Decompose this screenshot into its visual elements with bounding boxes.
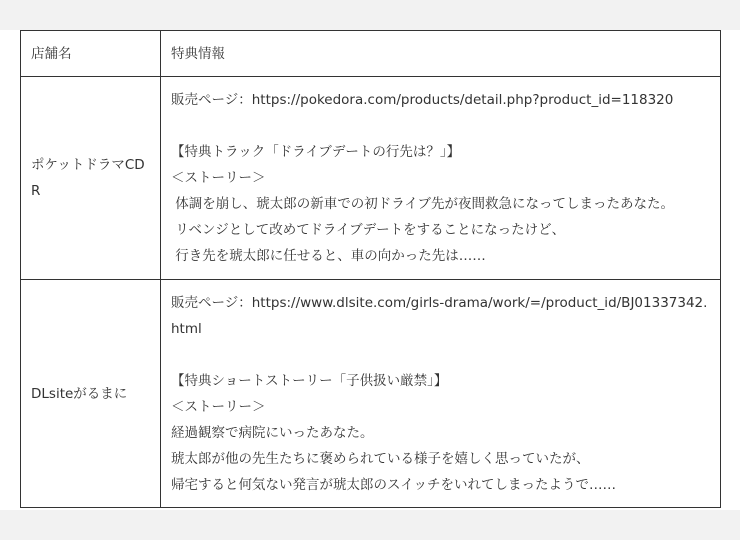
story-line: 琥太郎が他の先生たちに褒められている様子を嬉しく思っていたが、 (171, 450, 590, 467)
sales-page-url[interactable]: 販売ページ：https://pokedora.com/products/detail.php?product_id=118320 (171, 92, 674, 108)
table-header-row (21, 31, 721, 77)
story-line: 行き先を琥太郎に任せると、車の向かった先は…… (171, 248, 486, 264)
store-name-cell: ポケットドラマCDR (21, 77, 161, 280)
bonus-info-cell (161, 280, 721, 508)
story-label: ＜ストーリー＞ (171, 398, 266, 415)
table-row (21, 280, 721, 508)
story-line: 経過観察で病院にいったあなた。 (171, 424, 374, 441)
document-page (0, 30, 740, 510)
bonus-info-cell (161, 77, 721, 280)
story-line: 体調を崩し、琥太郎の新車での初ドライブ先が夜間救急になってしまったあなた。 (171, 196, 674, 212)
sales-page-url[interactable]: 販売ページ：https://www.dlsite.com/girls-drama/work/=/product_id/BJ01337342.html (171, 294, 708, 337)
story-label: ＜ストーリー＞ (171, 170, 266, 186)
store-name-cell: DLsiteがるまに (21, 280, 161, 508)
spacer (171, 113, 710, 139)
header-store-name: 店舗名 (21, 31, 161, 77)
table-row (21, 77, 721, 280)
store-bonus-table (20, 30, 721, 508)
bonus-title: 【特典トラック「ドライブデートの行先は？」】 (171, 144, 461, 160)
story-line: リベンジとして改めてドライブデートをすることになったけど、 (171, 222, 566, 238)
header-bonus-info: 特典情報 (161, 31, 721, 77)
story-line: 帰宅すると何気ない発言が琥太郎のスイッチをいれてしまったようで…… (171, 476, 616, 493)
bonus-title: 【特典ショートストーリー「子供扱い厳禁」】 (171, 372, 448, 389)
spacer (171, 342, 710, 368)
